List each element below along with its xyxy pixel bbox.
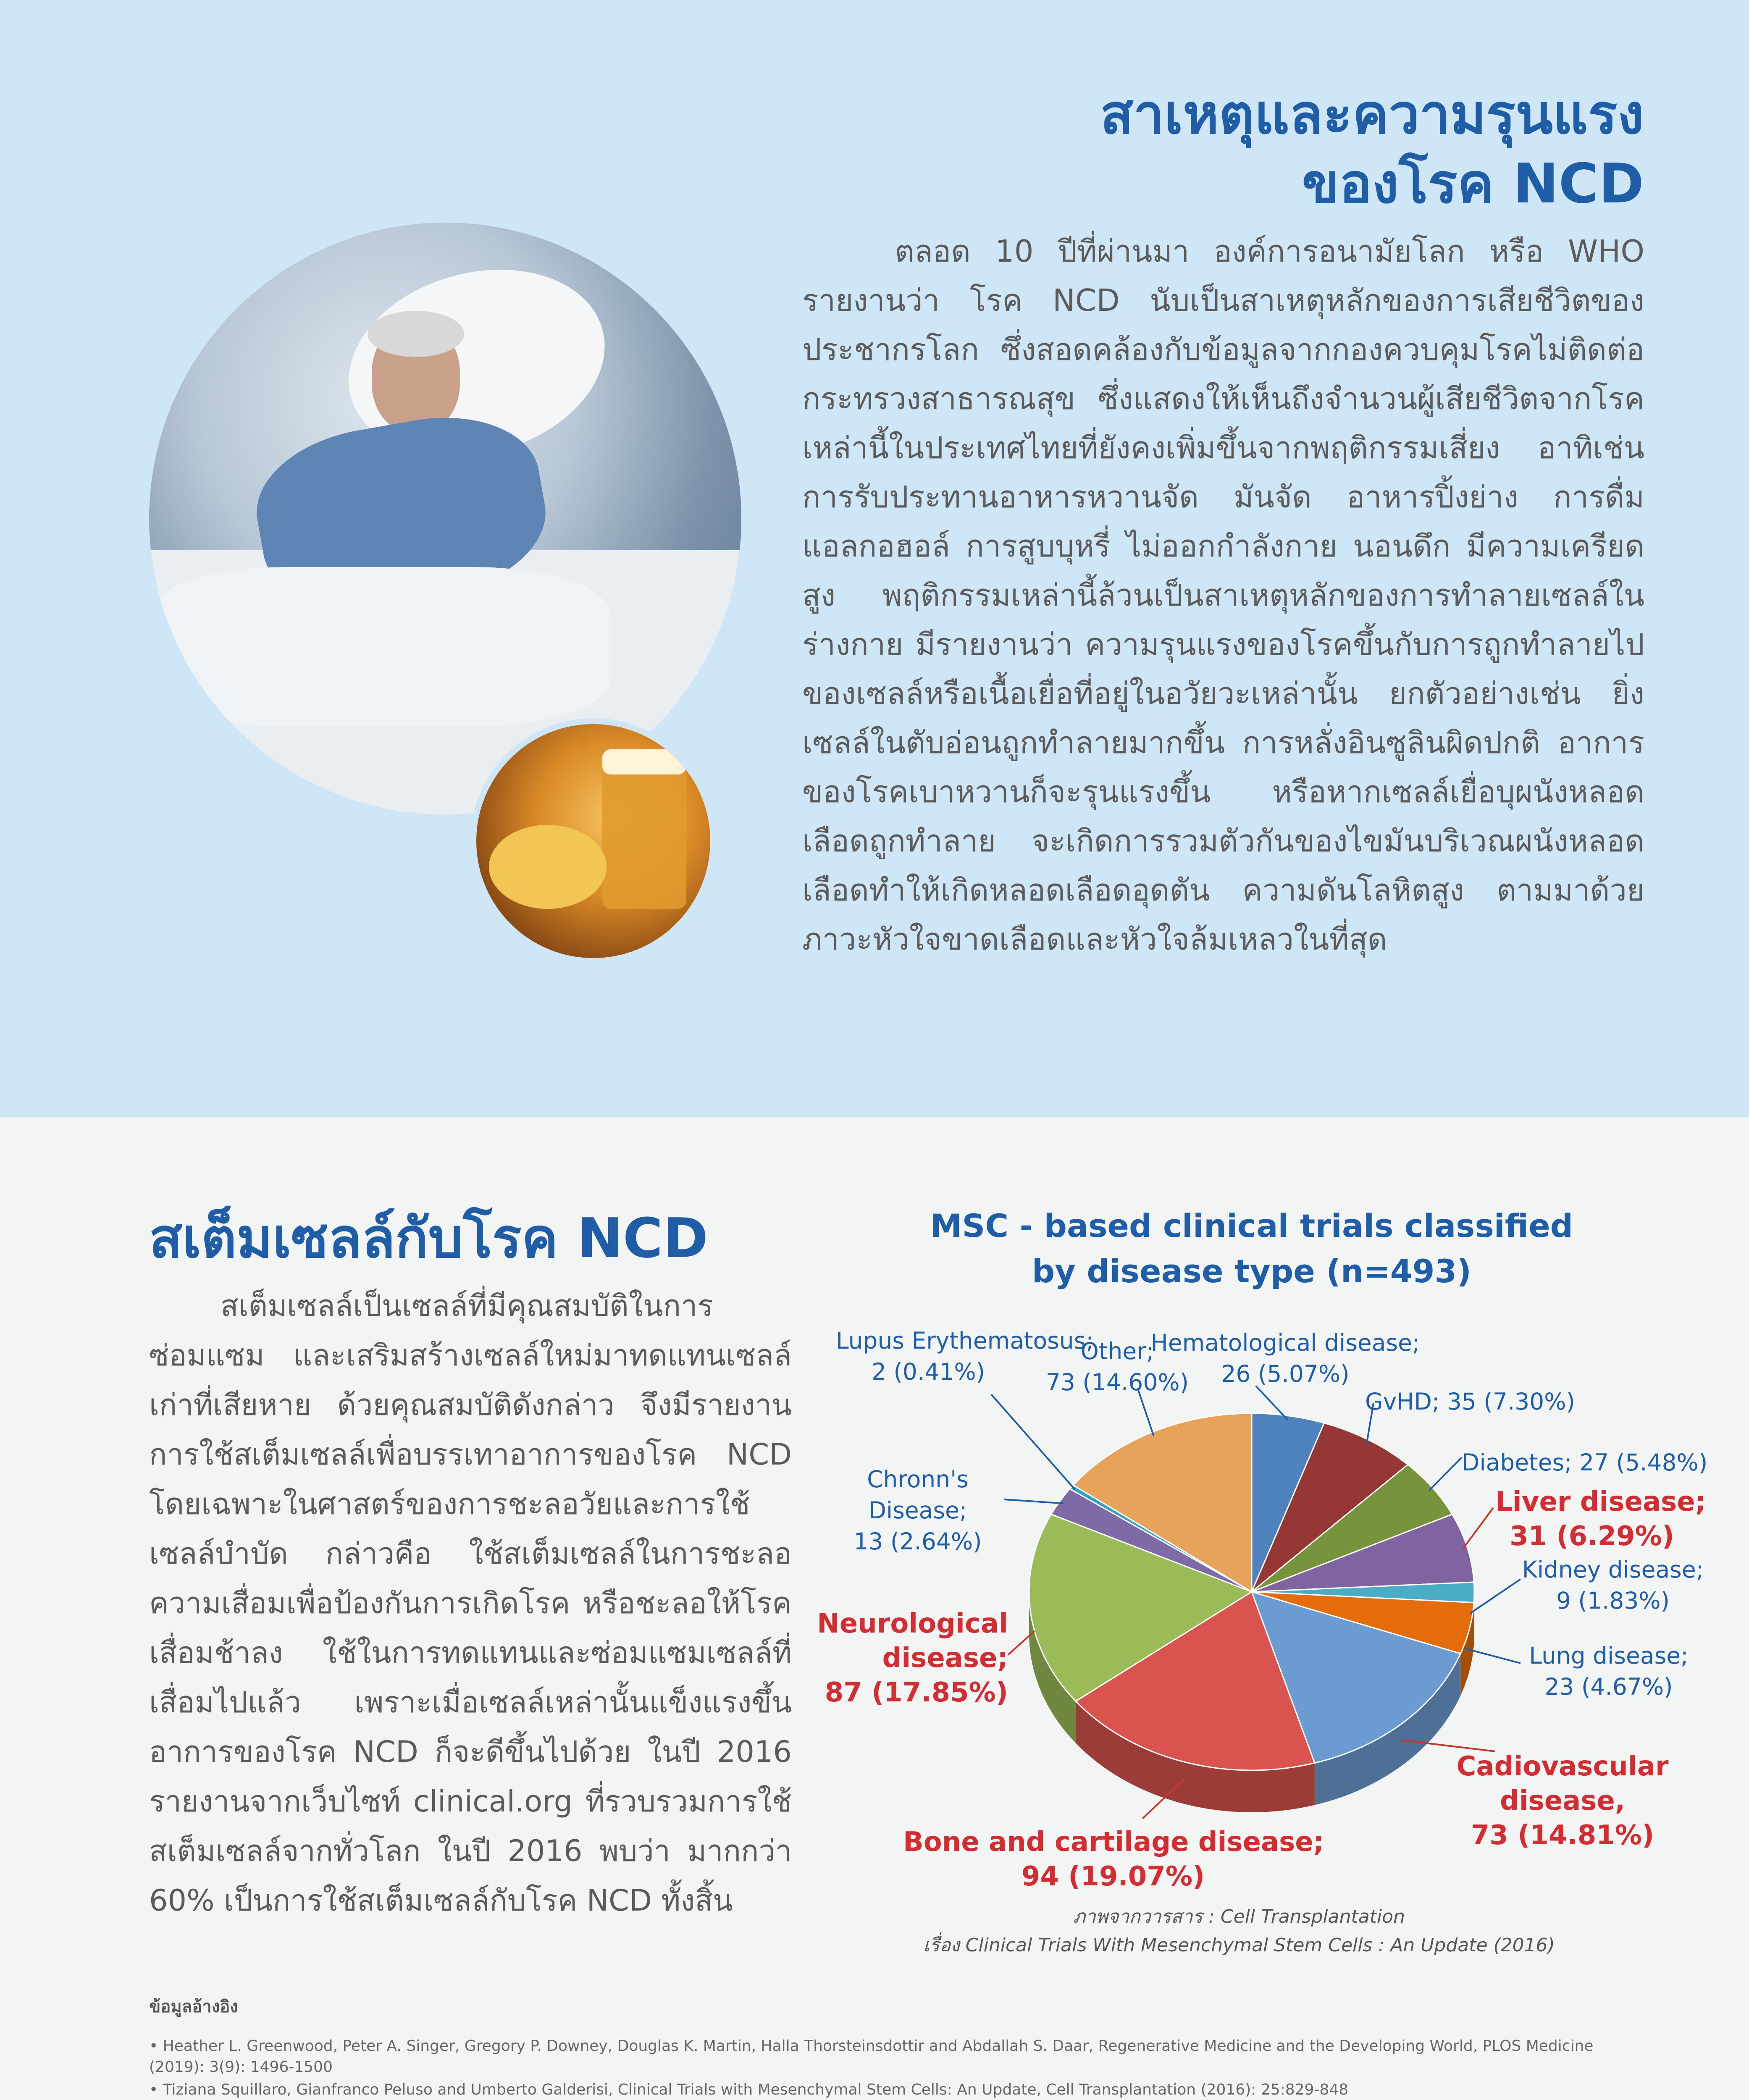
pie-leader-line [1465,1648,1521,1663]
section1-title-line1: สาเหตุและความรุนแรง [1100,82,1644,146]
label-bone [903,1825,1323,1894]
label-hematological-name: Hematological disease; [1150,1329,1420,1356]
pie-leader-line [1470,1579,1521,1613]
label-other-name: Other; [1080,1338,1154,1365]
label-bone-value: 94 (19.07%) [1021,1861,1205,1892]
label-lung [1516,1640,1701,1702]
section2-title: สเต็มเซลล์กับโรค NCD [149,1206,709,1270]
label-cardiovascular-value: 73 (14.81%) [1471,1820,1654,1851]
pie-leader-line [1463,1508,1493,1549]
label-chronns-name: Chronn's Disease; [867,1466,969,1524]
label-liver-value: 31 (6.29%) [1510,1521,1674,1552]
label-chronns-value: 13 (2.64%) [853,1528,982,1555]
references [149,1993,1640,2100]
label-bone-name: Bone and cartilage disease; [903,1827,1324,1858]
label-diabetes-name: Diabetes; [1462,1449,1572,1476]
label-hematological-value: 26 (5.07%) [1221,1360,1350,1387]
label-hematological [1142,1327,1428,1389]
section2-body: สเต็มเซลล์เป็นเซลล์ที่มีคุณสมบัติในการซ่อมแซม และเสริมสร้างเซลล์ใหม่มาทดแทนเซลล์เก่าที่เสียหาย ด้วยคุณสมบัติดังกล่าว จึงมีรายงานการใช้สเต็มเซลล์เพื่อบรรเทาอาการของโรค NCD โดยเฉพาะในศาสตร์ของการชะลอวัยและการใช้เซลล์บำบัด กล่าวคือ ใช้สเต็มเซลล์ในการชะลอความเสื่อมเพื่อป้องกันการเกิดโรค หรือชะลอให้โรคเสื่อมช้าลง ใช้ในการทดแทนและซ่อมแซมเซลล์ที่เสื่อมไปแล้ว เพราะเมื่อเซลล์เหล่านั้นแข็งแรงขึ้น อาการของโรค NCD ก็จะดีขึ้นไปด้วย ในปี 2016 รายงานจากเว็บไซท์ clinical.org ที่รวบรวมการใช้สเต็มเซลล์จากทั่วโลก ในปี 2016 พบว่า มากกว่า 60% เป็นการใช้สเต็มเซลล์กับโรค NCD ทั้งสิ้น [149,1289,792,1918]
chart-title-line2: by disease type (n=493) [1032,1252,1472,1290]
label-lupus-value: 2 (0.41%) [871,1358,985,1385]
label-gvhd-name: GvHD; [1365,1388,1440,1415]
label-lung-value: 23 (4.67%) [1544,1673,1673,1700]
label-lupus [836,1325,1094,1387]
label-kidney-value: 9 (1.83%) [1556,1587,1670,1614]
label-liver [1495,1485,1706,1554]
section1-title-line2: ของโรค NCD [1302,152,1644,215]
label-diabetes [1462,1447,1707,1478]
label-kidney-name: Kidney disease; [1522,1556,1704,1583]
label-liver-name: Liver disease; [1495,1486,1706,1517]
label-lupus-name: Lupus Erythematosus; [836,1327,1094,1354]
label-neurological-value: 87 (17.85%) [825,1677,1008,1708]
label-gvhd-value: 35 (7.30%) [1447,1388,1576,1415]
pie-leader-line [991,1394,1075,1489]
label-neurological-name: Neurological disease; [817,1608,1008,1674]
reference-item: • Heather L. Greenwood, Peter A. Singer, Gregory P. Downey, Douglas K. Martin, Halla Thorsteinsdottir and Abdallah S. Daar, Regenerative Medicine and the Developing World, PLOS Medicine (2019): 3(9): 1496-1500 [149,2037,1594,2076]
label-diabetes-value: 27 (5.48%) [1579,1449,1708,1476]
label-neurological [811,1606,1008,1710]
section1-body: ตลอด 10 ปีที่ผ่านมา องค์การอนามัยโลก หรือ WHO รายงานว่า โรค NCD นับเป็นสาเหตุหลักของการเสียชีวิตของประชากรโลก ซึ่งสอดคล้องกับข้อมูลจากกองควบคุมโรคไม่ติดต่อ กระทรวงสาธารณสุข ซึ่งแสดงให้เห็นถึงจำนวนผู้เสียชีวิตจากโรคเหล่านี้ในประเทศไทยที่ยังคงเพิ่มขึ้นจากพฤติกรรมเสี่ยง อาทิเช่นการรับประทานอาหารหวานจัด มันจัด อาหารปิ้งย่าง การดื่มแอลกอฮอล์ การสูบบุหรี่ ไม่ออกกำลังกาย นอนดึก มีความเครียดสูง พฤติกรรมเหล่านี้ล้วนเป็นสาเหตุหลักของการทำลายเซลล์ในร่างกาย มีรายงานว่า ความรุนแรงของโรคขึ้นกับการถูกทำลายไปของเซลล์หรือเนื้อเยื่อที่อยู่ในอวัยวะเหล่านั้น ยกตัวอย่างเช่น ยิ่งเซลล์ในตับอ่อนถูกทำลายมากขึ้น การหลั่งอินซูลินผิดปกติ อาการของโรคเบาหวานก็จะรุนแรงขึ้น หรือหากเซลล์เยื่อบุผนังหลอดเลือดถูกทำลาย จะเกิดการรวมตัวกันของไขมันบริเวณผนังหลอดเลือดทำให้เกิดหลอดเลือดอุดตัน ความดันโลหิตสูง ตามมาด้วยภาวะหัวใจขาดเลือดและหัวใจล้มเหลวในที่สุด [802,234,1644,957]
label-cardiovascular [1445,1749,1680,1853]
label-other-value: 73 (14.60%) [1045,1369,1189,1396]
chart-source-line2: เรื่อง Clinical Trials With Mesenchymal Stem Cells : An Update (2016) [923,1935,1555,1956]
label-gvhd [1365,1386,1575,1417]
chart-title-line1: MSC - based clinical trials classified [930,1207,1573,1244]
label-cardiovascular-name: Cadiovascular disease, [1456,1751,1669,1816]
pie-slices [1029,1413,1474,1770]
reference-item: • Tiziana Squillaro, Gianfranco Peluso and Umberto Galderisi, Clinical Trials with Mesenchymal Stem Cells: An Update, Cell Transplantation (2016): 25:829-848 [149,2081,1349,2098]
references-heading: ข้อมูลอ้างอิง [149,1997,238,2016]
pie-leader-line [1004,1499,1064,1503]
chart-source-line1: ภาพจากวารสาร : Cell Transplantation [1073,1906,1405,1927]
label-chronns [840,1464,995,1557]
label-kidney [1516,1554,1710,1616]
label-lung-name: Lung disease; [1529,1642,1689,1669]
pie-leader-line [1429,1457,1462,1490]
chart-source [840,1903,1638,1960]
